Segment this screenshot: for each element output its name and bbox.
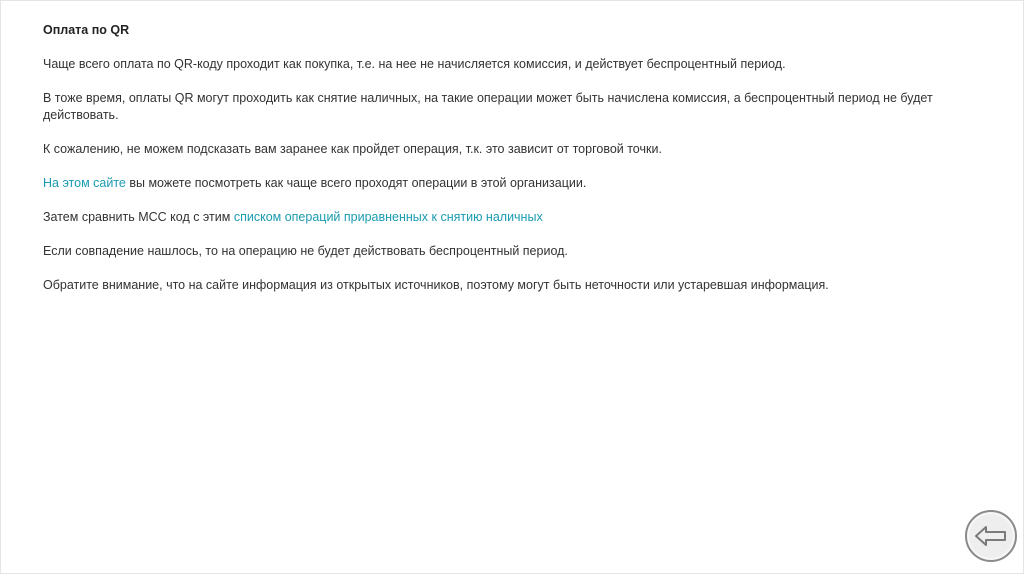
paragraph-check-site <box>43 175 943 192</box>
arrow-left-icon <box>974 525 1008 547</box>
paragraph-check-site-text: вы можете посмотреть как чаще всего проходят операции в этой организации. <box>125 176 587 190</box>
slide-title: Оплата по QR <box>43 23 130 37</box>
cash-operations-list-link[interactable]: списком операций приравненных к снятию наличных <box>233 210 543 224</box>
slide-content <box>43 22 943 311</box>
paragraph-compare-mcc-text: Затем сравнить МСС код с этим <box>43 210 234 224</box>
paragraph-purchase: Чаще всего оплата по QR-коду проходит как покупка, т.е. на нее не начисляется комиссия, и действует беспроцентный период. <box>43 57 786 71</box>
this-site-link[interactable]: На этом сайте <box>43 176 126 190</box>
paragraph-cash-withdrawal: В тоже время, оплаты QR могут проходить как снятие наличных, на такие операции может быть начислена комиссия, а беспроцентный период не будет действовать. <box>43 91 933 122</box>
paragraph-unknown-in-advance: К сожалению, не можем подсказать вам заранее как пройдет операция, т.к. это зависит от торговой точки. <box>43 142 662 156</box>
paragraph-compare-mcc <box>43 209 943 226</box>
paragraph-disclaimer: Обратите внимание, что на сайте информация из открытых источников, поэтому могут быть неточности или устаревшая информация. <box>43 278 829 292</box>
paragraph-match-found: Если совпадение нашлось, то на операцию не будет действовать беспроцентный период. <box>43 244 568 258</box>
back-button[interactable] <box>965 510 1017 562</box>
